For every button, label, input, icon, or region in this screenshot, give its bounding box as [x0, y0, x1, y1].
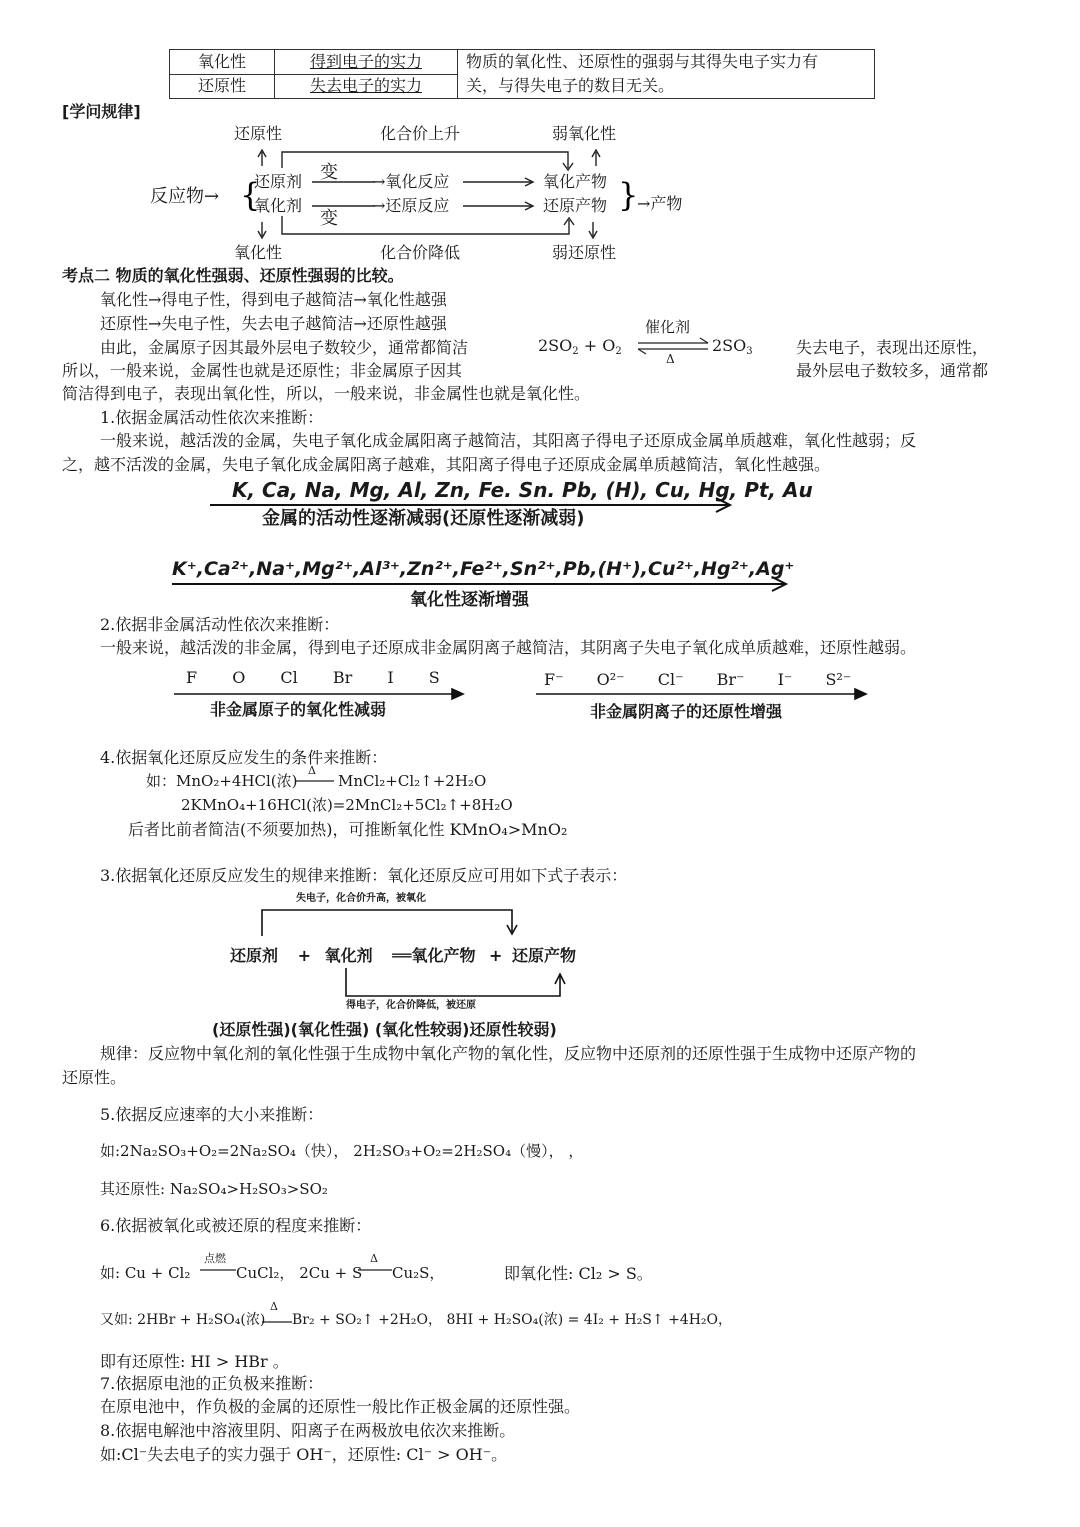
- scheme-top-right: 弱氧化性: [552, 124, 617, 143]
- equation: CuCl₂， 2Cu + S: [236, 1264, 363, 1282]
- eq-term: 还原剂: [230, 946, 279, 965]
- scheme-ox-product: 氧化产物: [543, 172, 608, 191]
- paragraph: 后者比前者简洁(不须要加热)，可推断氧化性 KMnO₄>MnO₂: [128, 820, 568, 839]
- delta-label: Δ: [370, 1252, 378, 1265]
- equation: Cu₂S，: [392, 1264, 445, 1282]
- paragraph: 由此，金属原子因其最外层电子数较少，通常都简洁: [100, 338, 469, 357]
- eq-sub: 2: [572, 346, 579, 357]
- equation: 如: Cu + Cl₂: [100, 1264, 191, 1282]
- eq-term: 氧化产物: [411, 946, 476, 965]
- delta-label: Δ: [666, 352, 675, 366]
- equation: 2KMnO₄+16HCl(浓)=2MnCl₂+5Cl₂↑+8H₂O: [181, 796, 513, 814]
- anion: Cl⁻: [657, 670, 684, 689]
- eq-plus: +: [297, 946, 311, 965]
- delta-label: Δ: [270, 1300, 278, 1313]
- table-note-line: 关，与得失电子的数目无关。: [466, 76, 675, 95]
- item-title: 5.依据反应速率的大小来推断：: [100, 1105, 324, 1124]
- paragraph: 最外层电子数较多，通常都: [796, 361, 989, 380]
- conclusion: 即有还原性: HI > HBr 。: [100, 1352, 289, 1371]
- delta-label: Δ: [308, 764, 316, 777]
- eq-sub: 2: [615, 346, 622, 357]
- metal-caption: 金属的活动性逐渐减弱(还原性逐渐减弱): [262, 508, 585, 529]
- item-title: 1.依据金属活动性依次来推断：: [100, 408, 324, 427]
- item-title: 8.依据电解池中溶液里阴、阳离子在两极放电依次来推断。: [100, 1421, 516, 1440]
- section-title: 考点二 物质的氧化性强弱、还原性强弱的比较。: [62, 266, 404, 285]
- eq-arrow: ══: [392, 946, 412, 965]
- eq-sub: 3: [746, 346, 753, 357]
- catalyst-label: 催化剂: [645, 318, 691, 336]
- paragraph: 还原性→失电子性，失去电子越简洁→还原性越强: [100, 314, 447, 333]
- scheme-bot-right: 弱还原性: [552, 243, 617, 262]
- atom-caption: 非金属原子的氧化性减弱: [210, 700, 387, 719]
- ion-series: K⁺,Ca²⁺,Na⁺,Mg²⁺,Al³⁺,Zn²⁺,Fe²⁺,Sn²⁺,Pb,(H⁺),Cu²⁺,Hg²⁺,Ag⁺: [172, 558, 795, 580]
- atom: Br: [332, 668, 353, 687]
- svg-text:{: {: [240, 176, 261, 214]
- paragraph: 如:Cl⁻失去电子的实力强于 OH⁻，还原性: Cl⁻ > OH⁻。: [100, 1445, 508, 1464]
- paragraph: 氧化性→得电子性，得到电子越简洁→氧化性越强: [100, 290, 447, 309]
- table-cell: 还原性: [170, 74, 275, 99]
- paragraph: 一般来说，越活泼的金属，失电子氧化成金属阳离子越简洁，其阳离子得电子还原成金属单质越难，氧化性越弱；反: [100, 431, 917, 450]
- atom: O: [232, 668, 246, 687]
- table-note-line: 物质的氧化性、还原性的强弱与其得失电子实力有: [466, 52, 819, 71]
- item-title: 4.依据氧化还原反应发生的条件来推断：: [100, 748, 388, 767]
- rule-header: [学问规律]: [62, 102, 141, 121]
- scheme-red-reaction: →还原反应: [372, 196, 450, 215]
- atom: Cl: [280, 668, 298, 687]
- svg-text:}: }: [618, 176, 639, 214]
- cond-label: 点燃: [204, 1252, 226, 1265]
- item-title: 2.依据非金属活动性依次来推断：: [100, 615, 340, 634]
- anion: S²⁻: [825, 670, 852, 689]
- paragraph: 之，越不活泼的金属，失电子氧化成金属阳离子越难，其阳离子得电子还原成金属单质越简洁，氧化性越强。: [62, 455, 831, 474]
- atom: S: [428, 668, 440, 687]
- scheme-reactant: 反应物→: [150, 186, 220, 207]
- anion: F⁻: [544, 670, 564, 689]
- bottom-note: 得电子，化合价降低，被还原: [346, 1000, 476, 1011]
- equation: 如：MnO₂+4HCl(浓): [146, 772, 298, 790]
- scheme-reducer: 还原剂: [254, 172, 303, 191]
- table-cell: 氧化性: [170, 50, 275, 75]
- eq-part: + O: [578, 336, 616, 355]
- atom: I: [387, 668, 394, 687]
- equation: Br₂ + SO₂↑ +2H₂O， 8HI + H₂SO₄(浓) = 4I₂ + H₂S↑ +4H₂O，: [292, 1312, 733, 1328]
- anion: I⁻: [777, 670, 793, 689]
- scheme-product: →产物: [637, 194, 683, 213]
- caption: (还原性强)(氧化性强) (氧化性较弱)还原性较弱): [212, 1020, 557, 1039]
- scheme-bot-mid: 化合价降低: [380, 243, 461, 262]
- scheme-bot-left: 氧化性: [234, 243, 283, 262]
- eq-term: 氧化剂: [324, 946, 373, 965]
- anion: O²⁻: [596, 670, 625, 689]
- eq-term: 还原产物: [512, 946, 577, 965]
- scheme-oxidizer: 氧化剂: [254, 196, 303, 215]
- eq-part: 2SO: [712, 336, 747, 355]
- paragraph: 简洁得到电子，表现出氧化性，所以，一般来说，非金属性也就是氧化性。: [62, 384, 591, 403]
- scheme-change: 变: [320, 162, 338, 183]
- paragraph: 在原电池中，作负极的金属的还原性一般比作正极金属的还原性强。: [100, 1397, 581, 1416]
- paragraph: 一般来说，越活泼的非金属，得到电子还原成非金属阴离子越简洁，其阴离子失电子氧化成单质越难，还原性越弱。: [100, 638, 917, 657]
- paragraph: 规律：反应物中氧化剂的氧化性强于生成物中氧化产物的氧化性，反应物中还原剂的还原性强于生成物中还原产物的: [100, 1044, 917, 1063]
- scheme-top-mid: 化合价上升: [380, 124, 461, 143]
- conclusion: 即氧化性: Cl₂ > S。: [504, 1264, 653, 1283]
- anion: Br⁻: [716, 670, 745, 689]
- scheme-change: 变: [320, 208, 338, 229]
- atom: F: [186, 668, 198, 687]
- top-note: 失电子，化合价升高，被氧化: [296, 893, 426, 904]
- item-title: 7.依据原电池的正负极来推断：: [100, 1374, 324, 1393]
- scheme-red-product: 还原产物: [543, 196, 608, 215]
- scheme-top-left: 还原性: [234, 124, 283, 143]
- table-cell: 得到电子的实力: [275, 50, 458, 75]
- metal-series: K, Ca, Na, Mg, Al, Zn, Fe. Sn. Pb, (H), Cu, Hg, Pt, Au: [232, 478, 813, 502]
- equation: 如:2Na₂SO₃+O₂=2Na₂SO₄（快）， 2H₂SO₃+O₂=2H₂SO₄（慢）， ，: [100, 1142, 584, 1160]
- paragraph: 失去电子，表现出还原性，: [796, 338, 989, 357]
- item-title: 3.依据氧化还原反应发生的规律来推断：氧化还原反应可用如下式子表示：: [100, 866, 628, 885]
- paragraph: 还原性。: [62, 1068, 127, 1087]
- equation: 又如: 2HBr + H₂SO₄(浓): [100, 1312, 266, 1328]
- paragraph: 其还原性: Na₂SO₄>H₂SO₃>SO₂: [100, 1180, 328, 1198]
- scheme-ox-reaction: →氧化反应: [372, 172, 450, 191]
- item-title: 6.依据被氧化或被还原的程度来推断：: [100, 1216, 372, 1235]
- eq-plus: +: [489, 946, 503, 965]
- anion-caption: 非金属阴离子的还原性增强: [590, 702, 783, 721]
- table-cell: 失去电子的实力: [275, 74, 458, 99]
- eq-part: 2SO: [538, 336, 573, 355]
- equation: MnCl₂+Cl₂↑+2H₂O: [338, 772, 487, 790]
- ion-caption: 氧化性逐渐增强: [410, 590, 529, 610]
- paragraph: 所以，一般来说，金属性也就是还原性；非金属原子因其: [62, 361, 463, 380]
